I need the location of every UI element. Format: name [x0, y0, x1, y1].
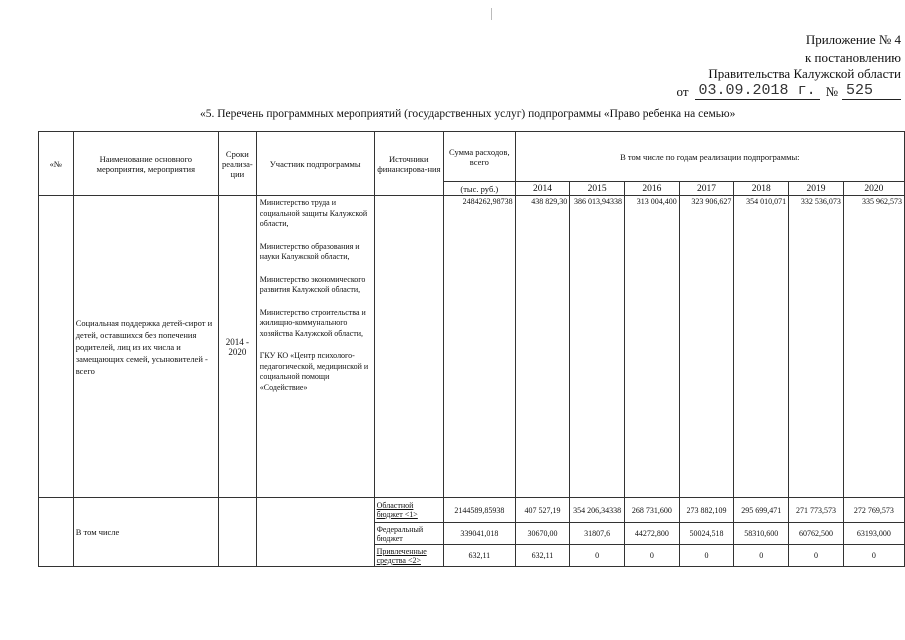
year-value: 30670,00 — [515, 523, 570, 545]
year-value: 386 013,94338 — [570, 196, 625, 498]
number-label: № — [825, 84, 838, 99]
year-value: 0 — [679, 545, 734, 567]
resolution-number: 525 — [842, 82, 901, 100]
year-value: 0 — [789, 545, 844, 567]
year-value: 0 — [843, 545, 904, 567]
resolution-label: к постановлению — [804, 50, 901, 65]
participant-item: ГКУ КО «Центр психолого-педагогической, медицинской и социальной помощи «Содействие» — [259, 351, 369, 392]
funding-source: Привлеченные средства <2> — [374, 545, 443, 567]
participants-cell — [256, 196, 374, 498]
total-sum: 2484262,98738 — [444, 196, 516, 498]
year-value: 0 — [625, 545, 680, 567]
col-header-num: «№ — [39, 132, 74, 196]
year-value: 31807,6 — [570, 523, 625, 545]
year-value: 272 769,573 — [843, 498, 904, 523]
date-number-line — [677, 82, 901, 100]
year-header: 2018 — [734, 182, 789, 196]
total-sum: 632,11 — [444, 545, 516, 567]
measure-term: 2014 - 2020 — [218, 196, 256, 498]
year-value: 58310,600 — [734, 523, 789, 545]
year-value: 60762,500 — [789, 523, 844, 545]
col-header-name: Наименование основного мероприятия, мероприятия — [73, 132, 218, 196]
year-value: 354 010,071 — [734, 196, 789, 498]
col-header-term: Сроки реализа-ции — [218, 132, 256, 196]
year-value: 407 527,19 — [515, 498, 570, 523]
year-value: 438 829,30 — [515, 196, 570, 498]
year-header: 2020 — [843, 182, 904, 196]
year-value: 354 206,34338 — [570, 498, 625, 523]
fold-mark — [491, 8, 492, 20]
year-value: 0 — [570, 545, 625, 567]
participant-item: Министерство труда и социальной защиты Калужской области, — [259, 198, 368, 228]
table-row — [39, 498, 905, 523]
document-title: «5. Перечень программных мероприятий (государственных услуг) подпрограммы «Право ребенка на семью» — [200, 108, 736, 120]
participant-item: Министерство экономического развития Калужской области, — [259, 274, 366, 294]
year-value: 63193,000 — [843, 523, 904, 545]
year-header: 2016 — [625, 182, 680, 196]
year-value: 335 962,573 — [843, 196, 904, 498]
year-header: 2015 — [570, 182, 625, 196]
col-header-sum-unit: (тыс. руб.) — [444, 182, 516, 196]
measure-name: Социальная поддержка детей-сирот и детей, оставшихся без попечения родителей, лиц из их числа и замещающих семей, усыновителей - всего — [73, 196, 218, 498]
government-label: Правительства Калужской области — [708, 66, 901, 81]
year-value: 313 004,400 — [625, 196, 680, 498]
funding-source: Федеральный бюджет — [374, 523, 443, 545]
total-sum: 2144589,85938 — [444, 498, 516, 523]
total-sum: 339041,018 — [444, 523, 516, 545]
year-value: 0 — [734, 545, 789, 567]
participant-cell — [256, 498, 374, 567]
col-header-sum: Сумма расходов, всего — [444, 132, 516, 182]
year-value: 295 699,471 — [734, 498, 789, 523]
year-value: 332 536,073 — [789, 196, 844, 498]
appendix-label: Приложение № 4 — [805, 32, 901, 47]
year-value: 323 906,627 — [679, 196, 734, 498]
resolution-date: 03.09.2018 г. — [695, 82, 820, 100]
year-header: 2017 — [679, 182, 734, 196]
year-value: 50024,518 — [679, 523, 734, 545]
term-cell — [218, 498, 256, 567]
row-num-cell — [39, 196, 74, 498]
col-header-participant: Участник подпрограммы — [256, 132, 374, 196]
header-row — [39, 132, 905, 182]
row-num-cell — [39, 498, 74, 567]
table-row — [39, 196, 905, 498]
year-value: 44272,800 — [625, 523, 680, 545]
col-header-years-title: В том числе по годам реализации подпрограммы: — [515, 132, 904, 182]
participant-item: Министерство строительства и жилищно-коммунального хозяйства Калужской области, — [259, 307, 366, 338]
col-header-source: Источники финансирова-ния — [374, 132, 443, 196]
from-label: от — [676, 84, 689, 99]
year-value: 632,11 — [515, 545, 570, 567]
including-label: В том числе — [73, 498, 218, 567]
year-header: 2019 — [789, 182, 844, 196]
source-cell — [374, 196, 443, 498]
year-value: 273 882,109 — [679, 498, 734, 523]
program-measures-table — [38, 131, 905, 567]
participant-item: Министерство образования и науки Калужской области, — [259, 241, 360, 261]
year-value: 271 773,573 — [789, 498, 844, 523]
year-header: 2014 — [515, 182, 570, 196]
funding-source: Областной бюджет <1> — [374, 498, 443, 523]
year-value: 268 731,600 — [625, 498, 680, 523]
